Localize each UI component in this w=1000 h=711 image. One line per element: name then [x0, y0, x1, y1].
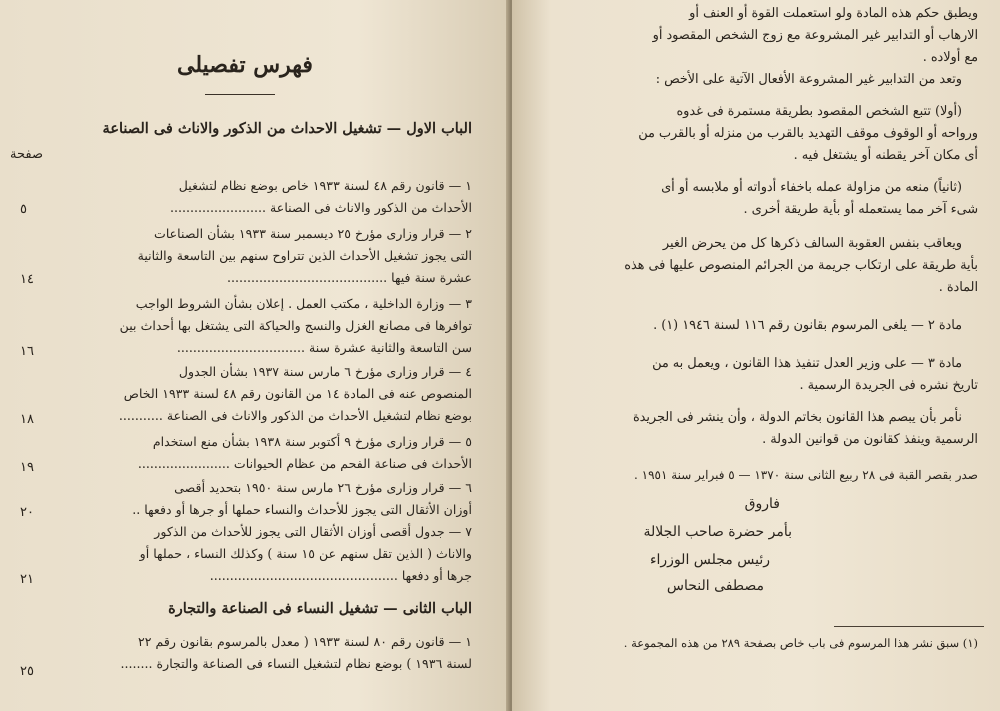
- toc-line: عشرة سنة فيها ........................................: [226, 270, 472, 285]
- body-line: وتعد من التدابير غير المشروعة الأفعال الآتية على الأخص :: [655, 72, 962, 87]
- toc-line: جرها أو دفعها ...............................................: [209, 568, 472, 583]
- toc-line: ٢ — قرار وزارى مؤرخ ٢٥ ديسمبر سنة ١٩٣٣ بشأن الصناعات: [153, 226, 472, 241]
- title-underline: [205, 94, 275, 95]
- toc-line: سن التاسعة والثانية عشرة سنة ................................: [176, 340, 472, 355]
- body-line: شىء آخر مما يستعمله أو بأية طريقة أخرى .: [743, 202, 978, 217]
- signature-title: رئيس مجلس الوزراء: [649, 552, 770, 568]
- toc-line: ٣ — وزارة الداخلية ، مكتب العمل . إعلان بشأن الشروط الواجب: [135, 296, 472, 311]
- issued-line: صدر بقصر القبة فى ٢٨ ربيع الثانى سنة ١٣٧٠ — ٥ فبراير سنة ١٩٥١ .: [634, 468, 978, 482]
- toc-line: الأحداث فى صناعة الفحم من عظام الحيوانات .......................: [137, 456, 472, 471]
- toc-line: توافرها فى مصانع الغزل والنسج والحياكة التى يشتغل بها أحداث بين: [119, 318, 472, 333]
- toc-page-number: ١٦: [20, 344, 34, 359]
- toc-line: بوضع نظام لتشغيل الأحداث من الذكور والاناث فى الصناعة ...........: [118, 408, 472, 423]
- body-line: نأمر بأن يبصم هذا القانون بخاتم الدولة ، وأن ينشر فى الجريدة: [632, 410, 962, 425]
- toc-line: ٦ — قرار وزارى مؤرخ ٢٦ مارس سنة ١٩٥٠ بتحديد أقصى: [174, 480, 472, 495]
- toc-page-number: ١٨: [20, 412, 34, 427]
- body-line: (أولا) تتبع الشخص المقصود بطريقة مستمرة فى غدوه: [676, 104, 962, 119]
- footnote-rule: [834, 626, 984, 627]
- signature-order: بأمر حضرة صاحب الجلالة: [643, 524, 792, 540]
- body-line: مادة ٢ — يلغى المرسوم بقانون رقم ١١٦ لسنة ١٩٤٦ (١) .: [653, 318, 962, 333]
- index-title: فهرس تفصيلى: [177, 52, 313, 78]
- toc-page-number: ١٤: [20, 272, 34, 287]
- body-line: أى مكان آخر يقطنه أو يشتغل فيه .: [793, 148, 978, 163]
- body-line: مع أولاده .: [922, 50, 978, 65]
- toc-line: ١ — قانون رقم ٨٠ لسنة ١٩٣٣ ( معدل بالمرسوم بقانون رقم ٢٢: [138, 634, 472, 649]
- toc-line: المنصوص عنه فى المادة ١٤ من القانون رقم ٤٨ لسنة ١٩٣٣ الخاص: [123, 386, 472, 401]
- footnote: (١) سبق نشر هذا المرسوم فى باب خاص بصفحة ٢٨٩ من هذه المجموعة .: [623, 636, 978, 650]
- body-line: الارهاب أو التدابير غير المشروعة مع زوج الشخص المقصود أو: [652, 28, 978, 43]
- signature-name: مصطفى النحاس: [666, 578, 764, 594]
- toc-line: أوزان الأثقال التى يجوز للأحداث والنساء حملها أو جرها أو دفعها ..: [132, 502, 472, 517]
- body-line: ورواحه أو الوقوف موقف التهديد بالقرب من منزله أو بالقرب من: [638, 126, 978, 141]
- signature-king: فاروق: [744, 496, 780, 512]
- toc-page-number: ٢٠: [20, 505, 34, 520]
- toc-line: ١ — قانون رقم ٤٨ لسنة ١٩٣٣ خاص بوضع نظام لتشغيل: [178, 178, 472, 193]
- body-line: ويعاقب بنفس العقوبة السالف ذكرها كل من يحرض الغير: [662, 236, 962, 251]
- toc-line: التى يجوز تشغيل الأحداث الذين تتراوح سنهم بين التاسعة والثانية: [137, 248, 472, 263]
- right-page: [512, 0, 1000, 711]
- body-line: ويطبق حكم هذه المادة ولو استعملت القوة أو العنف أو: [689, 6, 978, 21]
- body-line: بأية طريقة على ارتكاب جريمة من الجرائم المنصوص عليها فى هذه: [624, 258, 978, 273]
- toc-line: ٤ — قرار وزارى مؤرخ ٦ مارس سنة ١٩٣٧ بشأن الجدول: [178, 364, 472, 379]
- body-line: مادة ٣ — على وزير العدل تنفيذ هذا القانون ، ويعمل به من: [652, 356, 962, 371]
- toc-page-number: ٢١: [20, 572, 34, 587]
- toc-line: والاناث ( الذين تقل سنهم عن ١٥ سنة ) وكذلك النساء ، حملها أو: [139, 546, 472, 561]
- toc-page-number: ٢٥: [20, 664, 34, 679]
- page-column-label: صفحة: [10, 147, 43, 162]
- toc-line: الأحداث من الذكور والاناث فى الصناعة ........................: [169, 200, 472, 215]
- chapter1-heading: الباب الاول — تشغيل الاحداث من الذكور والاناث فى الصناعة: [102, 120, 472, 137]
- body-line: تاريخ نشره فى الجريدة الرسمية .: [799, 378, 978, 393]
- toc-line: ٥ — قرار وزارى مؤرخ ٩ أكتوبر سنة ١٩٣٨ بشأن منع استخدام: [152, 434, 472, 449]
- toc-page-number: ١٩: [20, 460, 34, 475]
- toc-line: لسنة ١٩٣٦ ) بوضع نظام لتشغيل النساء فى الصناعة والتجارة ........: [120, 656, 472, 671]
- chapter2-heading: الباب الثانى — تشغيل النساء فى الصناعة والتجارة: [168, 600, 472, 617]
- toc-line: ٧ — جدول أقصى أوزان الأثقال التى يجوز للأحداث من الذكور: [154, 524, 472, 539]
- body-line: (ثانياً) منعه من مزاولة عمله باخفاء أدواته أو ملابسه أو أى: [661, 180, 962, 195]
- body-line: الرسمية وينفذ كقانون من قوانين الدولة .: [762, 432, 978, 447]
- body-line: المادة .: [938, 280, 978, 295]
- toc-page-number: ٥: [20, 202, 27, 217]
